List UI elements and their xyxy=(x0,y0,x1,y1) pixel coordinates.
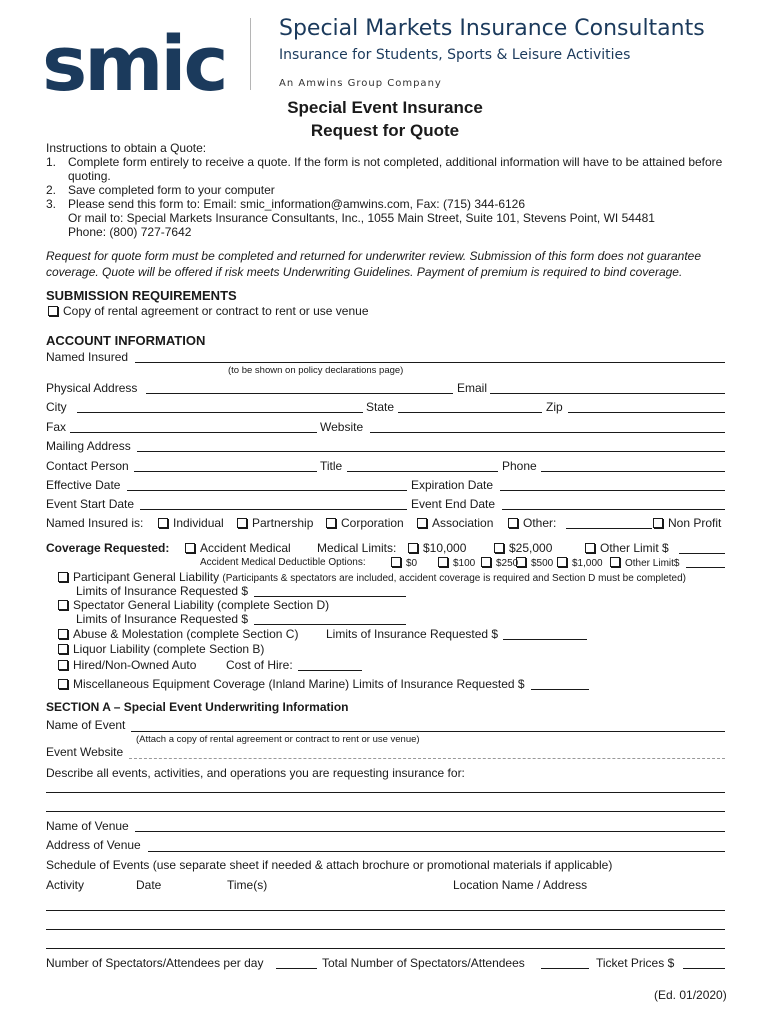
abuse-label: Abuse & Molestation (complete Section C) xyxy=(73,627,299,641)
pgl-option[interactable] xyxy=(58,570,686,584)
city-field[interactable] xyxy=(77,412,363,413)
limit-label: $25,000 xyxy=(509,541,553,555)
email-field[interactable] xyxy=(490,393,725,394)
ticket-prices-label: Ticket Prices $ xyxy=(596,956,675,970)
entity-other[interactable] xyxy=(508,516,556,530)
checkbox-icon[interactable] xyxy=(158,518,168,528)
ded-500[interactable] xyxy=(516,557,553,569)
coverage-label: Coverage Requested: xyxy=(46,541,170,555)
address-venue-label: Address of Venue xyxy=(46,838,141,852)
instruction-num-3: 3. xyxy=(46,197,57,211)
company-name: Special Markets Insurance Consultants xyxy=(279,16,705,41)
city-label: City xyxy=(46,400,67,414)
pgl-note: (Participants & spectators are included, accident coverage is required and Section D must be completed) xyxy=(222,573,686,584)
ticket-prices-field[interactable] xyxy=(683,968,725,969)
ded-250[interactable] xyxy=(481,557,518,569)
ded-100[interactable] xyxy=(438,557,475,569)
ded-label: $500 xyxy=(531,558,554,569)
contact-person-field[interactable] xyxy=(134,471,317,472)
checkbox-icon[interactable] xyxy=(438,557,448,567)
sgl-limits-label: Limits of Insurance Requested $ xyxy=(76,612,249,626)
checkbox-icon[interactable] xyxy=(185,543,195,553)
name-event-label: Name of Event xyxy=(46,718,126,732)
event-start-label: Event Start Date xyxy=(46,497,135,511)
ded-other[interactable] xyxy=(610,557,679,569)
checkbox-icon[interactable] xyxy=(58,644,68,654)
spectators-day-field[interactable] xyxy=(276,968,317,969)
misc-option[interactable] xyxy=(58,677,525,691)
entity-corporation[interactable] xyxy=(326,516,404,530)
col-activity: Activity xyxy=(46,878,85,892)
edition-label: (Ed. 01/2020) xyxy=(654,988,727,1002)
section-a-heading: SECTION A – Special Event Underwriting Information xyxy=(46,700,349,714)
describe-line-1[interactable] xyxy=(46,792,725,793)
schedule-line-3[interactable] xyxy=(46,948,725,949)
pgl-label: Participant General Liability xyxy=(73,570,220,584)
form-title: Special Event Insurance xyxy=(287,98,483,117)
fax-label: Fax xyxy=(46,420,67,434)
hired-label: Hired/Non-Owned Auto xyxy=(73,658,197,672)
schedule-line-1[interactable] xyxy=(46,910,725,911)
name-venue-label: Name of Venue xyxy=(46,819,129,833)
schedule-label: Schedule of Events (use separate sheet if needed & attach brochure or promotional materials if applicable) xyxy=(46,858,613,872)
accident-medical[interactable] xyxy=(185,541,291,555)
liquor-option[interactable] xyxy=(58,642,264,656)
sgl-option[interactable] xyxy=(58,598,329,612)
submission-heading: SUBMISSION REQUIREMENTS xyxy=(46,288,237,303)
ded-1000[interactable] xyxy=(557,557,603,569)
sgl-label: Spectator General Liability (complete Section D) xyxy=(73,598,330,612)
deductible-label: Accident Medical Deductible Options: xyxy=(200,557,366,568)
parent-company: An Amwins Group Company xyxy=(279,78,442,89)
cost-hire-label: Cost of Hire: xyxy=(226,658,293,672)
ded-label: $250 xyxy=(496,558,519,569)
submission-item-label: Copy of rental agreement or contract to rent or use venue xyxy=(63,304,369,318)
named-insured-field[interactable] xyxy=(135,362,725,363)
named-insured-note: (to be shown on policy declarations page) xyxy=(228,365,404,376)
entity-label: Non Profit xyxy=(668,516,722,530)
sgl-limits-field[interactable] xyxy=(254,624,406,625)
liquor-label: Liquor Liability (complete Section B) xyxy=(73,642,265,656)
limit-label: $10,000 xyxy=(423,541,467,555)
checkbox-icon[interactable] xyxy=(58,660,68,670)
expiration-date-field[interactable] xyxy=(500,490,725,491)
entity-individual[interactable] xyxy=(158,516,224,530)
col-date: Date xyxy=(136,878,162,892)
entity-association[interactable] xyxy=(417,516,493,530)
title-label: Title xyxy=(320,459,343,473)
hired-option[interactable] xyxy=(58,658,196,672)
event-website-label: Event Website xyxy=(46,745,124,759)
checkbox-icon[interactable] xyxy=(408,543,418,553)
address-venue-field[interactable] xyxy=(148,851,725,852)
physical-address-label: Physical Address xyxy=(46,381,138,395)
title-field[interactable] xyxy=(347,471,498,472)
total-spectators-label: Total Number of Spectators/Attendees xyxy=(322,956,525,970)
col-time: Time(s) xyxy=(227,878,268,892)
instruction-num-1: 1. xyxy=(46,155,57,169)
instruction-mail: Or mail to: Special Markets Insurance Consultants, Inc., 1055 Main Street, Suite 101, Stevens Point, WI 54481 xyxy=(68,211,655,225)
misc-limits-field[interactable] xyxy=(531,689,589,690)
checkbox-icon[interactable] xyxy=(237,518,247,528)
instructions-heading: Instructions to obtain a Quote: xyxy=(46,141,207,155)
checkbox-icon[interactable] xyxy=(48,306,58,316)
instruction-text-1-cont: quoting. xyxy=(68,169,111,183)
total-spectators-field[interactable] xyxy=(541,968,589,969)
instruction-text-1: Complete form entirely to receive a quote. If the form is not completed, additional information will have to be attained before xyxy=(68,155,723,169)
checkbox-icon[interactable] xyxy=(481,557,491,567)
checkbox-icon[interactable] xyxy=(557,557,567,567)
mailing-address-label: Mailing Address xyxy=(46,439,131,453)
form-subtitle: Request for Quote xyxy=(310,121,460,140)
ded-label: $100 xyxy=(453,558,476,569)
contact-person-label: Contact Person xyxy=(46,459,129,473)
effective-date-field[interactable] xyxy=(127,490,407,491)
checkbox-icon[interactable] xyxy=(585,543,595,553)
checkbox-icon[interactable] xyxy=(391,557,401,567)
mailing-address-field[interactable] xyxy=(137,451,725,452)
abuse-option[interactable] xyxy=(58,627,298,641)
checkbox-icon[interactable] xyxy=(58,679,68,689)
ded-0[interactable] xyxy=(391,557,417,569)
accident-medical-label: Accident Medical xyxy=(200,541,291,555)
effective-date-label: Effective Date xyxy=(46,478,121,492)
checkbox-icon[interactable] xyxy=(508,518,518,528)
limit-25000[interactable] xyxy=(494,541,552,555)
describe-label: Describe all events, activities, and operations you are requesting insurance for: xyxy=(46,766,465,780)
cost-hire-field[interactable] xyxy=(298,670,362,671)
named-insured-label: Named Insured xyxy=(46,350,129,364)
physical-address-field[interactable] xyxy=(146,393,453,394)
expiration-date-label: Expiration Date xyxy=(411,478,494,492)
misc-label: Miscellaneous Equipment Coverage (Inland Marine) Limits of Insurance Requested $ xyxy=(73,677,525,691)
other-limit-field[interactable] xyxy=(679,553,725,554)
instruction-phone: Phone: (800) 727-7642 xyxy=(68,225,192,239)
ded-label: Other Limit$ xyxy=(625,558,680,569)
col-location: Location Name / Address xyxy=(453,878,588,892)
entity-label: Individual xyxy=(173,516,224,530)
checkbox-icon[interactable] xyxy=(516,557,526,567)
notice-line-1: Request for quote form must be completed and returned for underwriter review. Submission of this form does not guarantee xyxy=(46,249,702,263)
entity-other-field[interactable] xyxy=(566,528,652,529)
smic-logo: smic xyxy=(42,19,226,108)
zip-field[interactable] xyxy=(568,412,725,413)
limit-label: Other Limit $ xyxy=(600,541,669,555)
fax-field[interactable] xyxy=(70,432,317,433)
abuse-limits-label: Limits of Insurance Requested $ xyxy=(326,627,499,641)
instruction-num-2: 2. xyxy=(46,183,57,197)
name-event-field[interactable] xyxy=(131,731,725,732)
checkbox-icon[interactable] xyxy=(417,518,427,528)
checkbox-icon[interactable] xyxy=(326,518,336,528)
phone-field[interactable] xyxy=(541,471,725,472)
pgl-limits-label: Limits of Insurance Requested $ xyxy=(76,584,249,598)
abuse-limits-field[interactable] xyxy=(503,639,587,640)
entity-partnership[interactable] xyxy=(237,516,313,530)
event-end-label: Event End Date xyxy=(411,497,496,511)
state-field[interactable] xyxy=(398,412,542,413)
header-divider xyxy=(250,18,251,90)
company-tagline: Insurance for Students, Sports & Leisure Activities xyxy=(279,47,631,63)
ded-label: $1,000 xyxy=(572,558,603,569)
name-venue-field[interactable] xyxy=(135,831,725,832)
website-field[interactable] xyxy=(370,432,725,433)
event-note: (Attach a copy of rental agreement or contract to rent or use venue) xyxy=(136,734,420,745)
entity-non-profit[interactable] xyxy=(653,516,721,530)
event-end-field[interactable] xyxy=(502,509,725,510)
other-limit[interactable] xyxy=(585,541,669,555)
named-insured-is-label: Named Insured is: xyxy=(46,516,144,530)
entity-label: Other: xyxy=(523,516,557,530)
limit-10000[interactable] xyxy=(408,541,466,555)
zip-label: Zip xyxy=(546,400,563,414)
website-label: Website xyxy=(320,420,364,434)
schedule-line-2[interactable] xyxy=(46,929,725,930)
checkbox-icon[interactable] xyxy=(58,572,68,582)
checkbox-icon[interactable] xyxy=(58,600,68,610)
checkbox-icon[interactable] xyxy=(58,629,68,639)
entity-label: Partnership xyxy=(252,516,314,530)
checkbox-icon[interactable] xyxy=(653,518,663,528)
pgl-limits-field[interactable] xyxy=(254,596,406,597)
phone-label: Phone xyxy=(502,459,537,473)
state-label: State xyxy=(366,400,395,414)
event-website-field[interactable] xyxy=(129,758,725,759)
ded-other-field[interactable] xyxy=(686,567,725,568)
describe-line-2[interactable] xyxy=(46,811,725,812)
account-heading: ACCOUNT INFORMATION xyxy=(46,333,206,348)
medical-limits-label: Medical Limits: xyxy=(317,541,397,555)
notice-line-2: coverage. Quote will be offered if risk meets Underwriting Guidelines. Payment of premium is required to bind coverage. xyxy=(46,265,683,279)
entity-label: Association xyxy=(432,516,494,530)
email-label: Email xyxy=(457,381,488,395)
checkbox-icon[interactable] xyxy=(610,557,620,567)
checkbox-icon[interactable] xyxy=(494,543,504,553)
entity-label: Corporation xyxy=(341,516,404,530)
submission-item[interactable] xyxy=(48,304,369,318)
instruction-text-2: Save completed form to your computer xyxy=(68,183,275,197)
instruction-text-3: Please send this form to: Email: smic_information@amwins.com, Fax: (715) 344-6126 xyxy=(68,197,526,211)
event-start-field[interactable] xyxy=(140,509,407,510)
ded-label: $0 xyxy=(406,558,418,569)
spectators-day-label: Number of Spectators/Attendees per day xyxy=(46,956,264,970)
